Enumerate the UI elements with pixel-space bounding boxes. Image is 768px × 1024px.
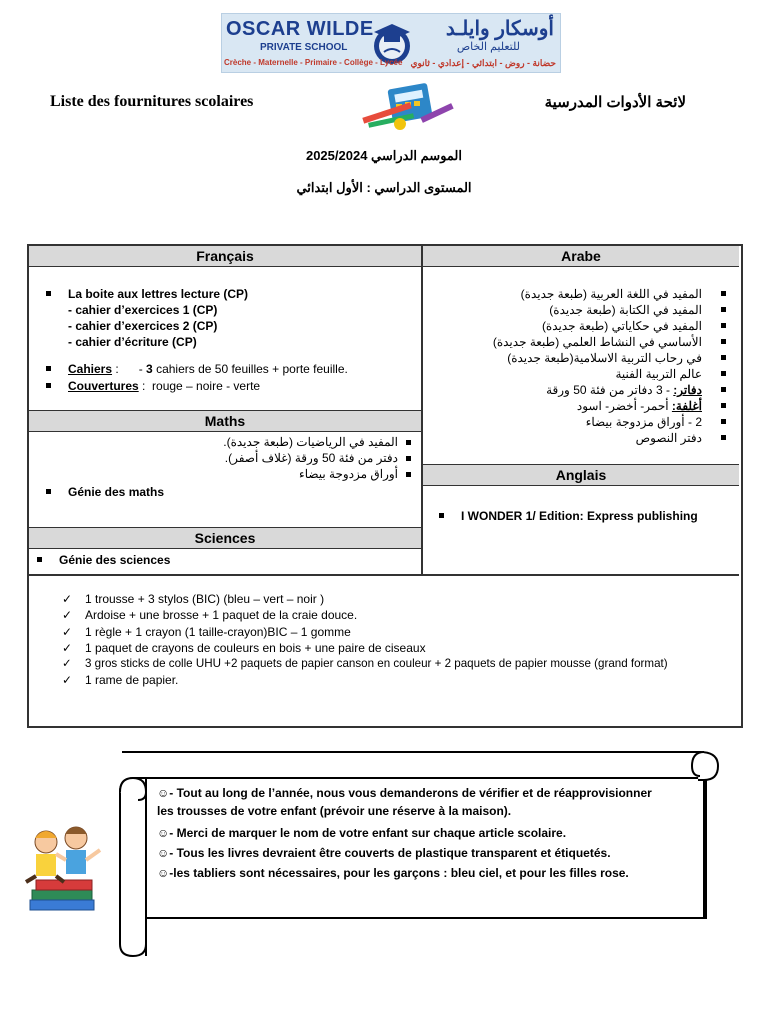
note-item <box>157 824 717 842</box>
smiley-icon: ☺ <box>157 846 170 860</box>
column-divider <box>421 246 423 574</box>
logo-subtitle-ar: للتعليم الخاص <box>456 41 520 53</box>
arabe-item: 2 - أوراق مزدوجة بيضاء <box>585 415 702 429</box>
francais-book-part: - cahier d’écriture (CP) <box>68 335 197 349</box>
maths-heading: Maths <box>29 411 421 432</box>
arabe-dafatir <box>546 382 702 398</box>
cahiers-text: cahiers de 50 feuilles + porte feuille. <box>152 362 348 376</box>
francais-book-title: La boite aux lettres lecture (CP) <box>68 287 249 301</box>
bullet-icon <box>721 435 726 440</box>
aghlifa-label: أغلفة: <box>671 399 702 413</box>
logo-name-en: OSCAR WILDE <box>226 18 374 40</box>
note-text: - Merci de marquer le nom de votre enfant sur chaque article scolaire. <box>169 826 567 840</box>
arabe-item: دفتر النصوص <box>635 431 702 445</box>
general-item <box>62 607 738 623</box>
bullet-icon <box>721 323 726 328</box>
maths-item-fr: Génie des maths <box>68 485 165 499</box>
anglais-section <box>423 464 739 486</box>
bullet-icon <box>406 456 411 461</box>
title-french: Liste des fournitures scolaires <box>50 93 254 110</box>
arabe-item: المفيد في حكاياتي (طبعة جديدة) <box>541 319 702 333</box>
francais-couvertures <box>68 378 260 394</box>
bullet-icon <box>721 371 726 376</box>
arabe-item: عالم التربية الفنية <box>615 367 702 381</box>
check-icon: ✓ <box>62 657 72 671</box>
bullet-icon <box>721 291 726 296</box>
school-logo <box>221 13 561 73</box>
smiley-icon: ☺ <box>157 826 170 840</box>
sciences-heading: Sciences <box>29 528 421 549</box>
check-icon: ✓ <box>62 592 73 606</box>
smiley-icon: ☺ <box>157 866 170 880</box>
dafatir-label: دفاتر: <box>673 383 702 397</box>
school-supplies-icon <box>360 80 458 132</box>
bullet-icon <box>721 387 726 392</box>
francais-section <box>29 246 421 267</box>
couvertures-text: : rouge – noire - verte <box>138 379 261 393</box>
couvertures-label: Couvertures <box>68 379 139 393</box>
general-item-text: 1 rame de papier. <box>85 673 179 688</box>
bullet-icon <box>721 403 726 408</box>
note-item <box>157 844 717 862</box>
children-books-illustration <box>18 820 112 914</box>
anglais-heading: Anglais <box>423 465 739 486</box>
maths-item-ar: المفيد في الرياضيات (طبعة جديدة). <box>223 435 398 449</box>
logo-levels-ar: حضانة - روض - ابتدائي - إعدادي - ثانوي <box>410 58 556 68</box>
logo-name-ar: أوسكار وايلـد <box>445 18 554 40</box>
bullet-icon <box>46 291 51 296</box>
aghlifa-text: أحمر- أخضر- اسود <box>576 399 672 413</box>
bullet-icon <box>721 355 726 360</box>
bullet-icon <box>46 489 51 494</box>
cahiers-label: Cahiers <box>68 362 113 376</box>
arabe-item: في رحاب التربية الاسلامية(طبعة جديدة) <box>507 351 702 365</box>
general-item <box>62 672 738 688</box>
arabe-aghlifa <box>577 398 702 414</box>
francais-book-part: - cahier d’exercices 1 (CP) <box>68 303 218 317</box>
cahiers-separator: : - <box>112 362 143 376</box>
arabe-list <box>430 286 736 446</box>
smiley-icon: ☺ <box>157 786 170 800</box>
bullet-icon <box>37 557 42 562</box>
general-item <box>62 591 738 607</box>
maths-item-ar: أوراق مزدوجة بيضاء <box>299 467 398 481</box>
arabe-item: الأساسي في النشاط العلمي (طبعة جديدة) <box>492 335 702 349</box>
arabe-section <box>423 246 739 267</box>
note-text: - Tous les livres devraient être couverts de plastique transparent et étiquetés. <box>169 846 611 860</box>
general-item-text: 1 paquet de crayons de couleurs en bois + une paire de ciseaux <box>85 640 426 655</box>
logo-levels-fr: Crèche - Maternelle - Primaire - Collège - Lycée <box>224 58 403 67</box>
francais-book-part: - cahier d’exercices 2 (CP) <box>68 319 218 333</box>
bullet-icon <box>721 307 726 312</box>
logo-subtitle-en: PRIVATE SCHOOL <box>260 42 348 53</box>
note-item-continued: les trousses de votre enfant (prévoir une réserve à la maison). <box>157 804 512 818</box>
dafatir-text: - 3 دفاتر من فئة 50 ورقة <box>546 383 674 397</box>
bullet-icon <box>406 440 411 445</box>
general-item <box>62 656 738 672</box>
general-item-text: 3 gros sticks de colle UHU +2 paquets de papier canson en couleur + 2 paquets de papier mousse (grand format) <box>85 657 668 671</box>
school-season: الموسم الدراسي 2025/2024 <box>305 148 463 163</box>
francais-cahiers <box>68 361 348 377</box>
cahiers-count: 3 <box>146 362 153 376</box>
check-icon: ✓ <box>62 673 73 688</box>
francais-heading: Français <box>29 246 421 267</box>
general-item-text: 1 règle + 1 crayon (1 taille-crayon)BIC – 1 gomme <box>85 624 351 639</box>
sciences-section <box>29 527 421 549</box>
bullet-icon <box>721 419 726 424</box>
arabe-heading: Arabe <box>423 246 739 267</box>
note-text: -les tabliers sont nécessaires, pour les garçons : bleu ciel, et pour les filles rose. <box>169 866 629 880</box>
arabe-item: المفيد في اللغة العربية (طبعة جديدة) <box>520 287 702 301</box>
bullet-icon <box>46 366 51 371</box>
check-icon: ✓ <box>62 624 73 639</box>
general-item-text: Ardoise + une brosse + 1 paquet de la craie douce. <box>85 608 358 623</box>
bullet-icon <box>721 339 726 344</box>
maths-section <box>29 410 421 432</box>
general-item <box>62 624 738 640</box>
check-icon: ✓ <box>62 640 73 655</box>
bullet-icon <box>406 472 411 477</box>
title-arabic: لائحة الأدوات المدرسية <box>544 94 686 111</box>
arabe-item: المفيد في الكتابة (طبعة جديدة) <box>549 303 702 317</box>
note-item <box>157 864 717 882</box>
note-text: - Tout au long de l’année, nous vous demanderons de vérifier et de réapprovisionner <box>169 786 652 800</box>
anglais-item: I WONDER 1/ Edition: Express publishing <box>461 509 698 523</box>
check-icon: ✓ <box>62 608 73 623</box>
school-level: المستوى الدراسي : الأول ابتدائي <box>296 180 472 195</box>
note-item <box>157 784 717 802</box>
general-list <box>62 591 738 689</box>
general-item-text: 1 trousse + 3 stylos (BIC) (bleu – vert – noir ) <box>85 592 325 606</box>
sciences-item: Génie des sciences <box>59 553 171 567</box>
bullet-icon <box>46 383 51 388</box>
general-item <box>62 640 738 656</box>
maths-item-ar: دفتر من فئة 50 ورقة (غلاف أصفر). <box>224 451 398 465</box>
bullet-icon <box>439 513 444 518</box>
section-divider <box>29 574 739 576</box>
notes-list <box>157 784 717 882</box>
